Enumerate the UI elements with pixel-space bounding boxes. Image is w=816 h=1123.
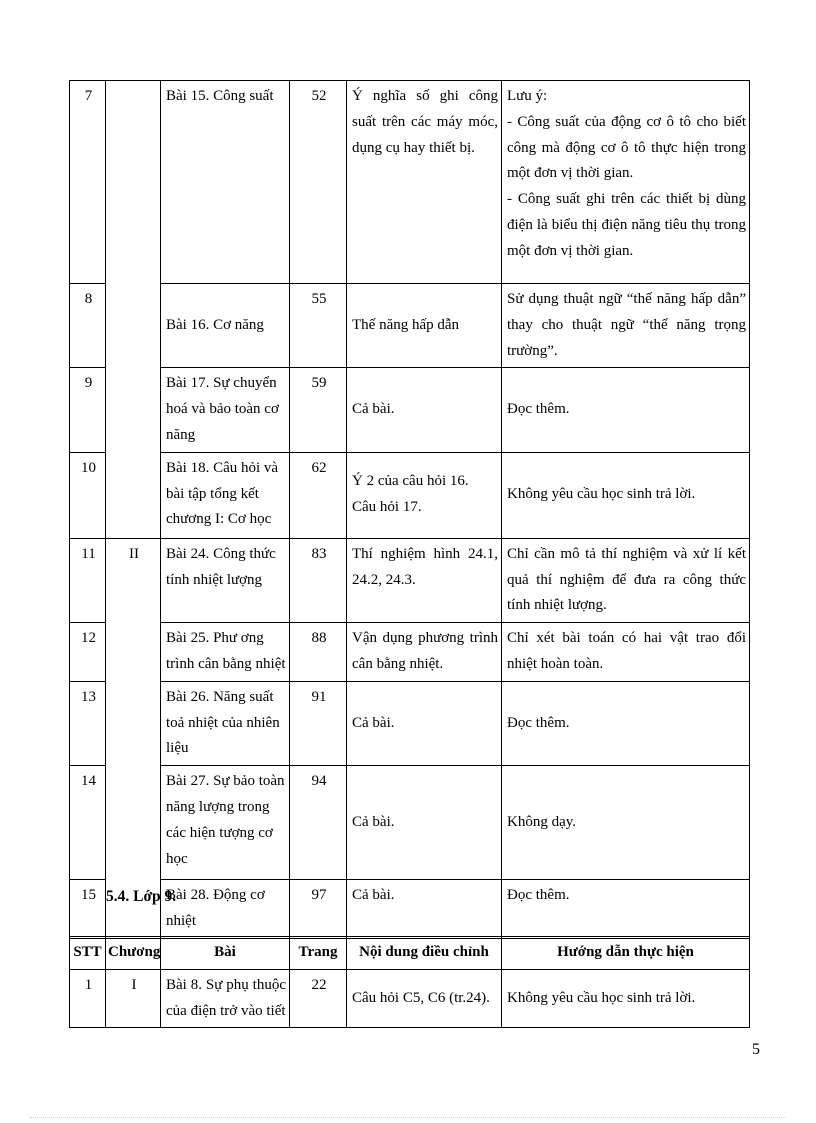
- table-row: [70, 452, 750, 538]
- column-header-content: Nội dung điều chỉnh: [347, 937, 502, 970]
- table-row: [70, 81, 750, 284]
- stt-cell: 1: [70, 969, 106, 1028]
- chapter-cell: [106, 81, 161, 539]
- lesson-cell: Bài 8. Sự phụ thuộc của điện trở vào tiết: [161, 969, 290, 1028]
- stt-cell: 12: [70, 623, 106, 682]
- guidance-line: Lưu ý:: [507, 88, 548, 104]
- guidance-line: - Công suất ghi trên các thiết bị dùng điện là biểu thị điện năng tiêu thụ trong một đơn vị thời gian.: [507, 191, 746, 259]
- stt-cell: 7: [70, 81, 106, 284]
- guidance-cell: Đọc thêm.: [502, 880, 750, 939]
- page-cell: 94: [290, 766, 347, 880]
- table-row: [70, 368, 750, 452]
- stt-cell: 9: [70, 368, 106, 452]
- table-row: [70, 538, 750, 622]
- page-cell: 22: [290, 969, 347, 1028]
- chapter-cell: II: [106, 538, 161, 938]
- lesson-cell: Bài 24. Công thức tính nhiệt lượng: [161, 538, 290, 622]
- column-header-lesson: Bài: [161, 937, 290, 970]
- content-cell: Thế năng hấp dẫn: [347, 284, 502, 368]
- content-cell: Câu hỏi C5, C6 (tr.24).: [347, 969, 502, 1028]
- stt-cell: 14: [70, 766, 106, 880]
- lesson-cell: Bài 16. Cơ năng: [161, 284, 290, 368]
- chapter-cell: I: [106, 969, 161, 1028]
- stt-cell: 13: [70, 681, 106, 765]
- stt-cell: 10: [70, 452, 106, 538]
- page-cell: 59: [290, 368, 347, 452]
- guidance-line: - Công suất của động cơ ô tô cho biết công mà động cơ ô tô thực hiện trong một đơn vị thời gian.: [507, 113, 746, 182]
- lesson-cell: Bài 18. Câu hỏi và bài tập tổng kết chương I: Cơ học: [161, 452, 290, 538]
- guidance-cell: Chỉ cần mô tả thí nghiệm và xử lí kết quả thí nghiệm để đưa ra công thức tính nhiệt lượng.: [502, 538, 750, 622]
- page-cell: 88: [290, 623, 347, 682]
- content-cell: Cả bài.: [347, 368, 502, 452]
- content-cell: [347, 452, 502, 538]
- guidance-cell: Không dạy.: [502, 766, 750, 880]
- section-heading: 5.4. Lớp 9.: [106, 888, 177, 905]
- page-cell: 52: [290, 81, 347, 284]
- lesson-cell: Bài 28. Động cơ nhiệt: [161, 880, 290, 939]
- content-cell: Cả bài.: [347, 766, 502, 880]
- column-header-stt: STT: [70, 937, 106, 970]
- content-cell: Cả bài.: [347, 880, 502, 939]
- content-cell: Ý nghĩa số ghi công suất trên các máy móc, dụng cụ hay thiết bị.: [347, 81, 502, 284]
- guidance-cell: Đọc thêm.: [502, 681, 750, 765]
- guidance-cell: Không yêu cầu học sinh trả lời.: [502, 452, 750, 538]
- guidance-cell: Chỉ xét bài toán có hai vật trao đổi nhiệt hoàn toàn.: [502, 623, 750, 682]
- table-row: [70, 766, 750, 880]
- adjustment-table-grade9: [69, 936, 750, 1028]
- page-cell: 91: [290, 681, 347, 765]
- lesson-cell: Bài 17. Sự chuyển hoá và bảo toàn cơ năng: [161, 368, 290, 452]
- content-cell: Thí nghiệm hình 24.1, 24.2, 24.3.: [347, 538, 502, 622]
- table-row: [70, 969, 750, 1028]
- lesson-cell: Bài 27. Sự bảo toàn năng lượng trong các hiện tượng cơ học: [161, 766, 290, 880]
- stt-cell: 11: [70, 538, 106, 622]
- lesson-cell: Bài 25. Phư ơng trình cân bằng nhiệt: [161, 623, 290, 682]
- page-number: 5: [752, 1041, 760, 1058]
- guidance-cell: Không yêu cầu học sinh trả lời.: [502, 969, 750, 1028]
- adjustment-table-grade8: [69, 80, 750, 939]
- page-cell: 97: [290, 880, 347, 939]
- table-row: [70, 284, 750, 368]
- page-cell: 62: [290, 452, 347, 538]
- column-header-guidance: Hướng dẫn thực hiện: [502, 937, 750, 970]
- lesson-cell: Bài 26. Năng suất toả nhiệt của nhiên liệu: [161, 681, 290, 765]
- content-cell: Vận dụng phương trình cân bằng nhiệt.: [347, 623, 502, 682]
- page-cell: 55: [290, 284, 347, 368]
- guidance-cell: Đọc thêm.: [502, 368, 750, 452]
- stt-cell: 15: [70, 880, 106, 939]
- content-line: Ý 2 của câu hỏi 16.: [352, 473, 469, 490]
- column-header-page: Trang: [290, 937, 347, 970]
- content-line: Câu hỏi 17.: [352, 499, 422, 516]
- guidance-cell: Sử dụng thuật ngữ “thế năng hấp dẫn” thay cho thuật ngữ “thế năng trọng trường”.: [502, 284, 750, 368]
- table-row: [70, 623, 750, 682]
- table-row: [70, 681, 750, 765]
- stt-cell: 8: [70, 284, 106, 368]
- table-header-row: [70, 937, 750, 970]
- content-cell: Cả bài.: [347, 681, 502, 765]
- guidance-cell: [502, 81, 750, 284]
- page-bottom-rule: [30, 1117, 786, 1118]
- column-header-chapter: Chương: [106, 937, 161, 970]
- page-cell: 83: [290, 538, 347, 622]
- lesson-cell: Bài 15. Công suất: [161, 81, 290, 284]
